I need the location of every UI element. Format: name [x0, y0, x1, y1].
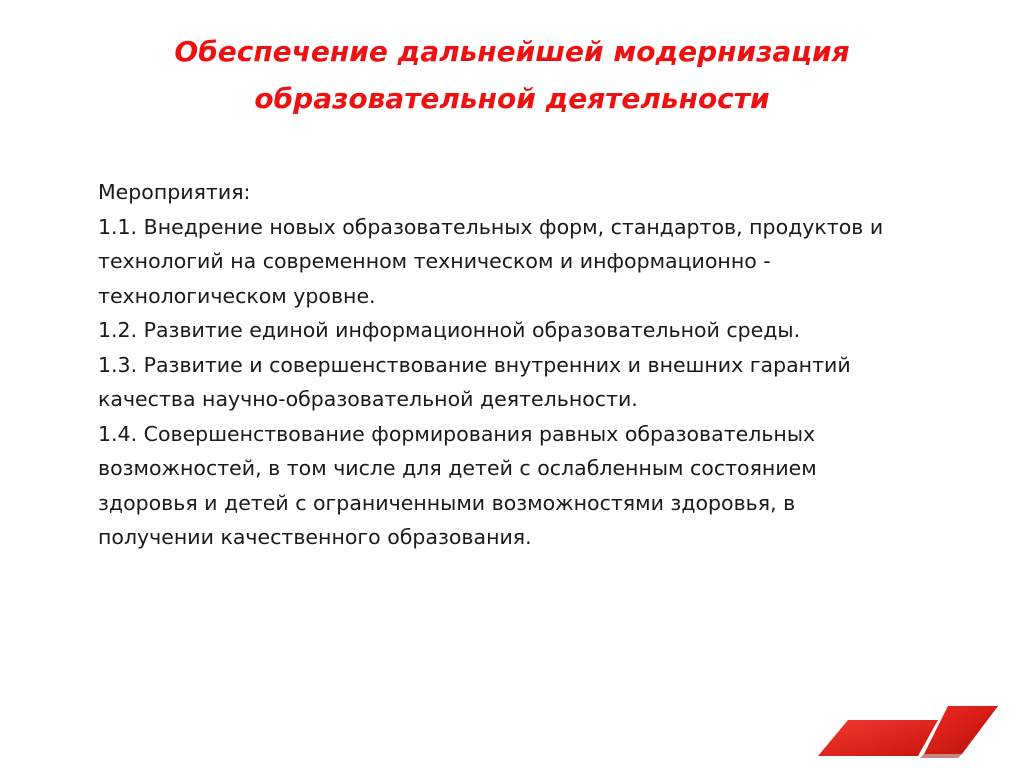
list-item-3-line-2: качества научно-образовательной деятельности. [98, 387, 638, 411]
logo-stripe-right [924, 706, 998, 754]
logo-stripe-shadow [920, 754, 962, 758]
intro-label: Мероприятия: [98, 180, 251, 204]
slide-title-line-2: образовательной деятельности [254, 82, 770, 115]
list-item-4-line-2: возможностей, в том числе для детей с ослабленным состоянием [98, 456, 817, 480]
red-parallelogram-stripes-icon [800, 700, 1010, 762]
slide-body [98, 175, 978, 555]
list-item-4-line-3: здоровья и детей с ограниченными возможностями здоровья, в [98, 490, 796, 515]
list-item-1-line-3: технологическом уровне. [98, 283, 376, 308]
list-item-1-line-1: 1.1. Внедрение новых образовательных форм, стандартов, продуктов и [98, 214, 884, 239]
list-item-4-line-1: 1.4. Совершенствование формирования равных образовательных [98, 421, 816, 446]
slide-title [0, 28, 1024, 122]
slide-title-line-1: Обеспечение дальнейшей модернизация [174, 35, 850, 68]
list-item-4-line-4: получении качественного образования. [98, 525, 532, 549]
logo-stripe-left [818, 720, 938, 756]
list-item-2-line-1: 1.2. Развитие единой информационной образовательной среды. [98, 318, 801, 342]
list-item-3-line-1: 1.3. Развитие и совершенствование внутренних и внешних гарантий [98, 352, 851, 377]
list-item-1-line-2: технологий на современном техническом и информационно - [98, 249, 771, 273]
